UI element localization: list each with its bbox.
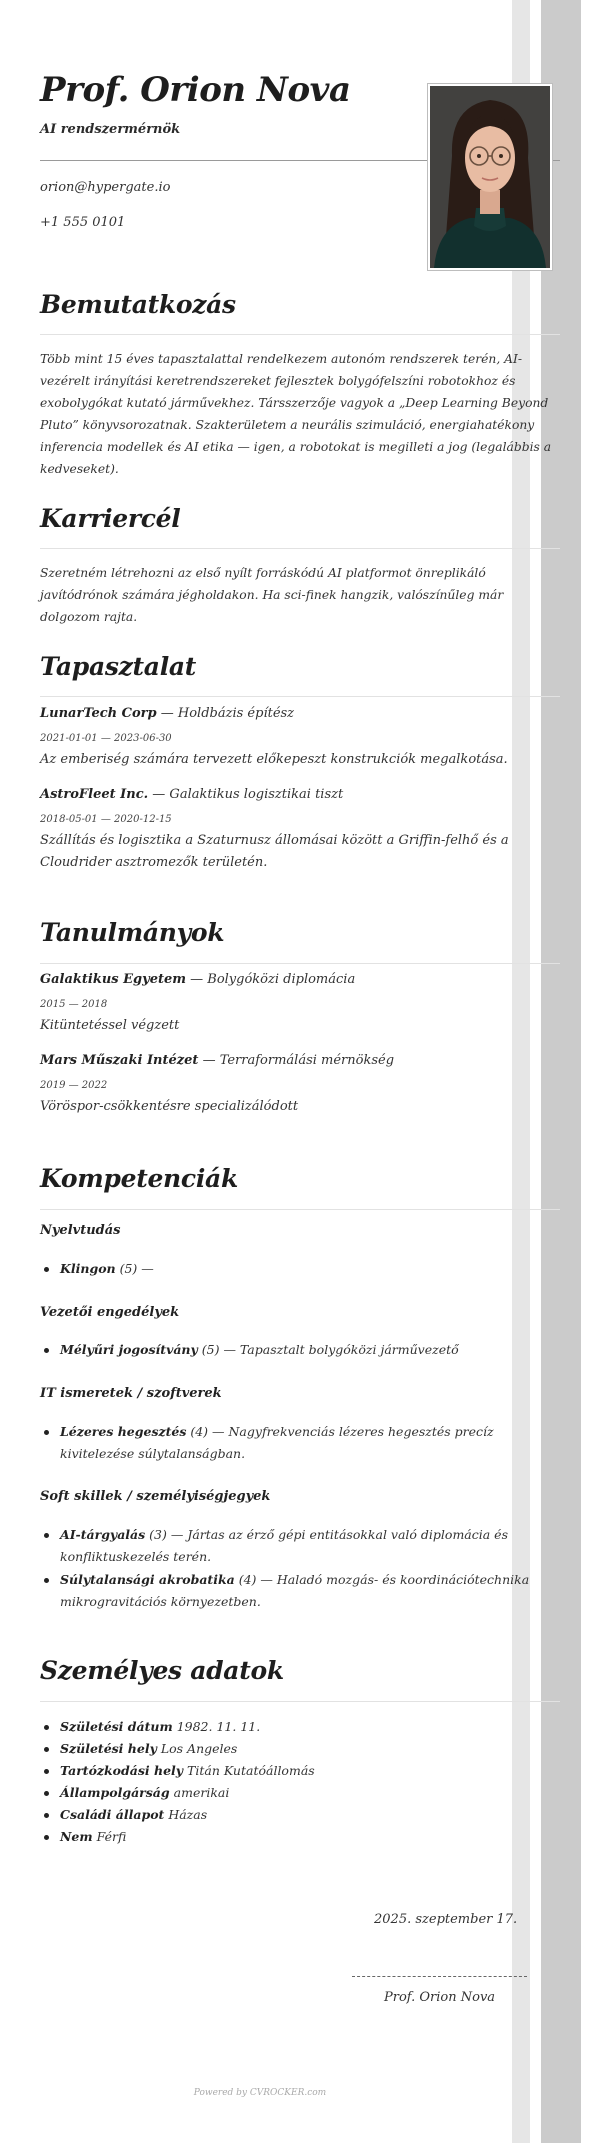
skill-group-title: IT ismeretek / szoftverek <box>40 1386 222 1401</box>
skill-name: Lézeres hegesztés <box>60 1424 187 1439</box>
experience-org: AstroFleet Inc. <box>40 787 149 802</box>
section-divider <box>40 548 560 549</box>
education-position: — Terraformálási mérnökség <box>202 1053 395 1068</box>
experience-position: — Holdbázis építész <box>160 706 295 721</box>
section-title-skills: Kompetenciák <box>40 1164 238 1193</box>
experience-dates: 2018-05-01 — 2020-12-15 <box>40 814 172 825</box>
personal-label: Születési hely <box>60 1741 157 1756</box>
personal-value: Házas <box>168 1807 208 1822</box>
personal-item <box>60 1804 550 1826</box>
contact-phone: +1 555 0101 <box>40 215 126 230</box>
education-dates: 2015 — 2018 <box>40 999 108 1010</box>
signature-line <box>352 1976 527 1977</box>
personal-value: amerikai <box>173 1785 230 1800</box>
personal-label: Születési dátum <box>60 1719 173 1734</box>
experience-desc: Szállítás és logisztika a Szaturnusz állomásai között a Griffin-felhő és a Cloudrider asztromezők területén. <box>40 833 509 870</box>
education-desc: Kitüntetéssel végzett <box>40 1018 180 1033</box>
powered-by-link[interactable]: Powered by CVROCKER.com <box>193 2088 327 2098</box>
skill-item <box>60 1258 550 1280</box>
skill-group-title: Soft skillek / személyiségjegyek <box>40 1489 271 1504</box>
skill-detail: (4) — Haladó mozgás- és koordinációtechnika mikrogravitációs környezetben. <box>60 1572 530 1609</box>
education-desc: Vöröspor-csökkentésre specializálódott <box>40 1099 299 1114</box>
document-date: 2025. szeptember 17. <box>374 1912 518 1927</box>
section-title-experience: Tapasztalat <box>40 652 197 681</box>
education-position: — Bolygóközi diplomácia <box>190 972 356 987</box>
skill-detail: (4) — Nagyfrekvenciás lézeres hegesztés precíz kivitelezése súlytalanságban. <box>60 1424 494 1461</box>
experience-dates: 2021-01-01 — 2023-06-30 <box>40 733 172 744</box>
signature-name: Prof. Orion Nova <box>384 1990 496 2005</box>
education-org: Mars Műszaki Intézet <box>40 1053 199 1068</box>
section-divider <box>40 963 560 964</box>
section-divider <box>40 334 560 335</box>
personal-item <box>60 1716 550 1738</box>
profile-photo <box>428 84 552 270</box>
summary-text: Több mint 15 éves tapasztalattal rendelkezem autonóm rendszerek terén, AI-vezérelt irányítási keretrendszereket fejlesztek bolygófelszíni robotokhoz és exobolygókat kutató járművekhez. Társszerzője vagyok a „Deep Learning Beyond Pluto” könyvsorozatnak. Szakterületem a neurális szimuláció, energiahatékony inferencia modellek és AI etika — igen, a robotokat is megilleti a jog (legalábbis a kedveseket). <box>40 352 552 476</box>
personal-label: Családi állapot <box>60 1807 165 1822</box>
skill-group-title: Nyelvtudás <box>40 1223 121 1238</box>
skill-detail: (5) — <box>115 1261 154 1276</box>
skill-name: Klingon <box>60 1261 116 1276</box>
section-title-education: Tanulmányok <box>40 918 225 947</box>
section-title-summary: Bemutatkozás <box>40 290 236 319</box>
skill-name: Súlytalansági akrobatika <box>60 1572 235 1587</box>
personal-value: 1982. 11. 11. <box>176 1719 261 1734</box>
personal-label: Állampolgárság <box>60 1785 170 1800</box>
personal-label: Nem <box>60 1829 93 1844</box>
experience-entry-head <box>40 787 343 802</box>
skill-detail: (5) — Tapasztalt bolygóközi járművezető <box>197 1342 459 1357</box>
objective-text: Szeretném létrehozni az első nyílt forráskódú AI platformot önreplikáló javítódrónok számára jégholdakon. Ha sci-finek hangzik, valószínűleg már dolgozom rajta. <box>40 566 504 624</box>
education-org: Galaktikus Egyetem <box>40 972 186 987</box>
experience-desc: Az emberiség számára tervezett előkepeszt konstrukciók megalkotása. <box>40 752 508 767</box>
education-entry-head <box>40 1053 394 1068</box>
experience-position: — Galaktikus logisztikai tiszt <box>152 787 344 802</box>
section-divider <box>40 696 560 697</box>
contact-email: orion@hypergate.io <box>40 180 171 195</box>
skill-name: AI-tárgyalás <box>60 1527 146 1542</box>
personal-value: Los Angeles <box>160 1741 238 1756</box>
skill-detail: (3) — Jártas az érző gépi entitásokkal való diplomácia és konfliktuskezelés terén. <box>60 1527 508 1564</box>
skill-group-title: Vezetői engedélyek <box>40 1305 180 1320</box>
skill-item <box>60 1569 550 1613</box>
section-title-objective: Karriercél <box>40 504 181 533</box>
skill-item <box>60 1421 550 1465</box>
section-divider <box>40 1701 560 1702</box>
section-title-personal: Személyes adatok <box>40 1656 284 1685</box>
personal-value: Férfi <box>96 1829 127 1844</box>
personal-value: Titán Kutatóállomás <box>187 1763 315 1778</box>
skill-item <box>60 1524 550 1568</box>
personal-item <box>60 1738 550 1760</box>
personal-item <box>60 1760 550 1782</box>
personal-item <box>60 1782 550 1804</box>
experience-entry-head <box>40 706 294 721</box>
education-dates: 2019 — 2022 <box>40 1080 108 1091</box>
skill-item <box>60 1339 550 1361</box>
candidate-name: Prof. Orion Nova <box>40 70 351 110</box>
section-divider <box>40 1209 560 1210</box>
personal-label: Tartózkodási hely <box>60 1763 184 1778</box>
skill-name: Mélyűri jogosítvány <box>60 1342 198 1357</box>
candidate-role: AI rendszermérnök <box>40 122 181 137</box>
education-entry-head <box>40 972 355 987</box>
experience-org: LunarTech Corp <box>40 706 157 721</box>
personal-item <box>60 1826 550 1848</box>
